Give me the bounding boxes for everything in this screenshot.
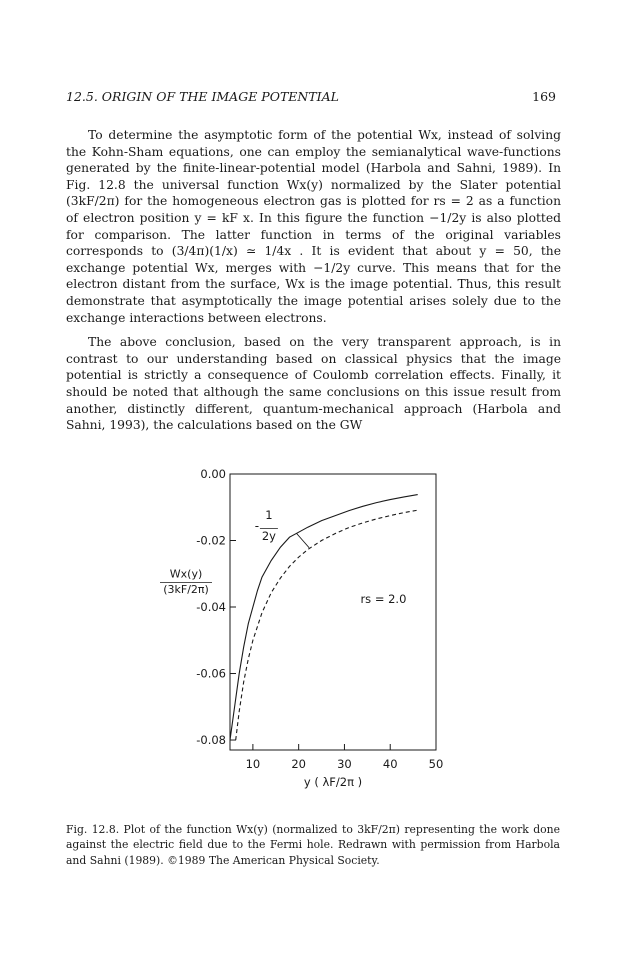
y-tick-label: -0.02 — [196, 533, 226, 548]
page-number: 169 — [532, 89, 556, 104]
paragraph-2: The above conclusion, based on the very transparent approach, is in contrast to our understanding based on classical physics that the image potential is strictly a consequence of Coulomb correlation effects. Finally, it should be noted that although the same conclusions on this issue result from another, distinctly different, quantum-mechanical approach (Harbola and Sahni, 1993), the calculations based on the GW — [66, 335, 561, 433]
figure-caption: Fig. 12.8. Plot of the function Wx(y) (normalized to 3kF/2π) representing the work done against the electric field due to the Fermi hole. Redrawn with permission from Harbola and Sahni (1989). ©1989 The American Physical Society. — [66, 823, 560, 867]
x-tick-label: 50 — [428, 757, 444, 771]
plot-frame — [230, 474, 436, 750]
section-title: 12.5. ORIGIN OF THE IMAGE POTENTIAL — [66, 89, 339, 104]
y-tick-label: 0.00 — [200, 467, 226, 481]
curve-label-minus: - — [254, 518, 260, 533]
curve-label-numerator: 1 — [265, 507, 273, 522]
curve-label-pointer — [296, 533, 309, 548]
y-tick-label: -0.04 — [196, 600, 226, 615]
body-text — [66, 127, 561, 442]
y-axis-label-denominator: (3kF/2π) — [163, 583, 209, 597]
x-tick-label: 30 — [337, 757, 352, 771]
rs-annotation: rs = 2.0 — [360, 592, 407, 607]
x-tick-label: 40 — [382, 757, 398, 771]
running-head — [66, 89, 562, 107]
series-line-minus-half-over-y — [236, 507, 418, 740]
x-tick-label: 10 — [245, 757, 261, 771]
y-tick-label: -0.08 — [196, 733, 226, 748]
x-axis-label: y ( λF/2π ) — [303, 775, 363, 789]
curve-label-denominator: 2y — [261, 528, 276, 543]
y-tick-label: -0.06 — [196, 666, 226, 681]
y-axis-label-numerator: Wx(y) — [169, 567, 203, 581]
x-tick-label: 20 — [291, 757, 306, 771]
chart — [163, 467, 450, 798]
figure-12-8 — [163, 467, 450, 798]
paragraph-1: To determine the asymptotic form of the potential Wx, instead of solving the Kohn-Sham equations, one can employ the semianalytical wave-functions generated by the finite-linear-potential model (Harbola and Sahni, 1989). In Fig. 12.8 the universal function Wx(y) normalized by the Slater potential (3kF/2π) for the homogeneous electron gas is plotted for rs = 2 as a function of electron position y = kF x. In this figure the function −1/2y is also plotted for comparison. The latter function in terms of the original variables corresponds to (3/4π)(1/x) ≃ 1/4x . It is evident that about y = 50, the exchange potential Wx, merges with −1/2y curve. This means that for the electron distant from the surface, Wx is the image potential. Thus, this result demonstrate that asymptotically the image potential arises solely due to the exchange interactions between electrons. — [66, 128, 561, 325]
